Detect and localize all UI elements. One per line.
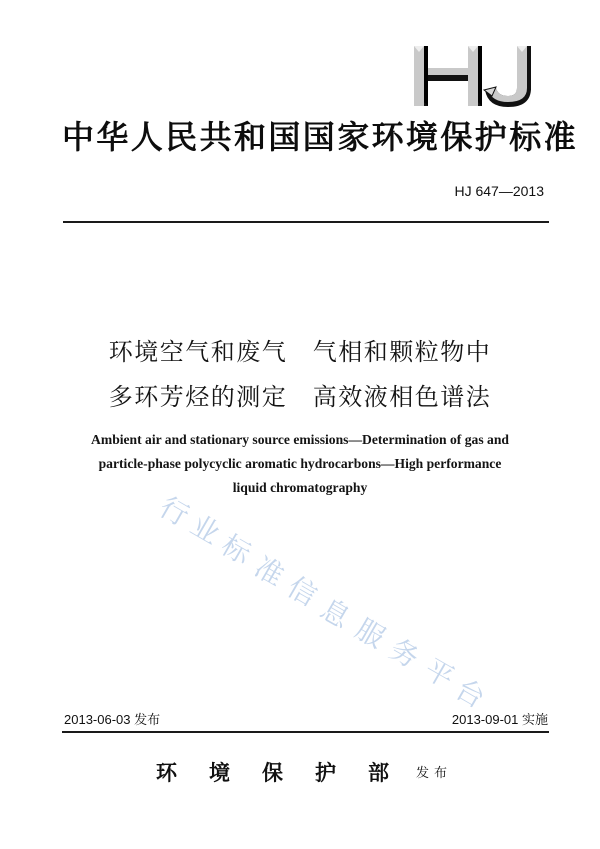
- watermark-char: 服: [349, 612, 391, 655]
- publisher-char: 环: [156, 760, 177, 785]
- watermark-char: 业: [184, 508, 226, 551]
- watermark-char: 息: [314, 592, 356, 635]
- watermark-char: 准: [248, 550, 290, 593]
- hj-logo-icon: [412, 44, 536, 108]
- watermark-char: 行: [153, 490, 195, 533]
- publisher-suffix: 发布: [416, 766, 453, 781]
- national-standard-title: 中华人民共和国国家环境保护标准: [62, 118, 579, 156]
- watermark: [153, 490, 500, 715]
- chinese-title-line-1: 环境空气和废气 气相和颗粒物中: [108, 338, 492, 366]
- publisher-char: 护: [315, 760, 336, 785]
- publisher-char: 部: [368, 760, 389, 785]
- standard-number: HJ 647—2013: [454, 183, 544, 199]
- bottom-divider: [62, 731, 549, 733]
- watermark-char: 务: [383, 632, 425, 675]
- effective-date: 2013-09-01 实施: [451, 712, 548, 727]
- english-title-line-1: Ambient air and stationary source emissions—Determination of gas and: [91, 432, 509, 447]
- watermark-char: 标: [215, 528, 257, 571]
- watermark-char: 平: [418, 652, 460, 695]
- english-title-line-2: particle-phase polycyclic aromatic hydrocarbons—High performance: [98, 456, 502, 471]
- watermark-char: 信: [281, 570, 323, 613]
- publisher-char: 保: [262, 760, 283, 785]
- chinese-title-line-2: 多环芳烃的测定 高效液相色谱法: [108, 383, 492, 411]
- watermark-char: 台: [449, 672, 491, 715]
- english-title-line-3: liquid chromatography: [232, 480, 368, 495]
- publish-date: 2013-06-03 发布: [64, 712, 161, 727]
- top-divider: [63, 221, 549, 223]
- publisher-char: 境: [209, 760, 230, 785]
